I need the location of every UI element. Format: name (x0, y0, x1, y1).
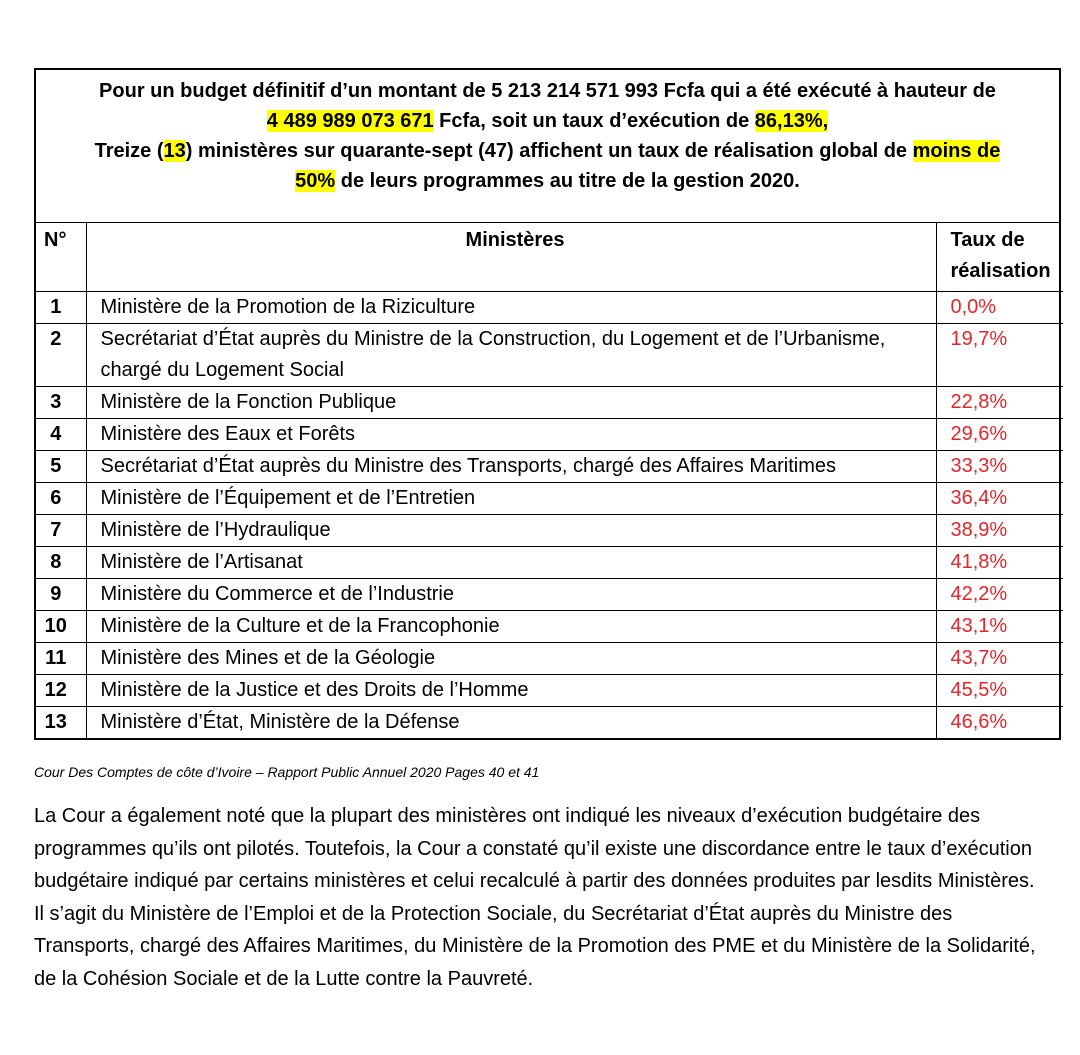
row-ministry: Ministère de l’Équipement et de l’Entretien (86, 483, 936, 515)
headline-line3-mid: ) ministères sur quarante-sept (47) affichent un taux de réalisation global de (185, 140, 913, 162)
row-ministry: Ministère des Mines et de la Géologie (86, 643, 936, 675)
headline-line3-start: Treize ( (94, 140, 164, 162)
source-caption: Cour Des Comptes de côte d’Ivoire – Rapport Public Annuel 2020 Pages 40 et 41 (34, 764, 540, 780)
row-number: 2 (36, 324, 86, 387)
row-rate: 29,6% (936, 419, 1063, 451)
row-number: 13 (36, 707, 86, 739)
row-number: 5 (36, 451, 86, 483)
row-rate: 33,3% (936, 451, 1063, 483)
budget-table-container (34, 68, 1061, 740)
row-ministry: Ministère de l’Hydraulique (86, 515, 936, 547)
table-row (36, 483, 1063, 515)
header-number: N° (36, 223, 86, 292)
headline-line1: Pour un budget définitif d’un montant de 5 213 214 571 993 Fcfa qui a été exécuté à hauteur de (99, 80, 996, 102)
table-row (36, 707, 1063, 739)
row-number: 7 (36, 515, 86, 547)
row-ministry: Ministère des Eaux et Forêts (86, 419, 936, 451)
row-ministry: Ministère de la Promotion de la Riziculture (86, 292, 936, 324)
table-row (36, 292, 1063, 324)
table-row (36, 515, 1063, 547)
header-rate: Taux de réalisation (936, 223, 1063, 292)
row-ministry: Ministère d’État, Ministère de la Défense (86, 707, 936, 739)
row-number: 10 (36, 611, 86, 643)
row-number: 9 (36, 579, 86, 611)
table-row (36, 675, 1063, 707)
row-rate: 45,5% (936, 675, 1063, 707)
body-paragraph: La Cour a également noté que la plupart des ministères ont indiqué les niveaux d’exécution budgétaire des programmes qu’ils ont pilotés. Toutefois, la Cour a constaté qu’il existe une discordance entre le taux d’exécution budgétaire indiqué par certains ministères et celui recalculé à partir des données produites par lesdits Ministères. Il s’agit du Ministère de l’Emploi et de la Protection Sociale, du Secrétariat d’État auprès du Ministre des Transports, chargé des Affaires Maritimes, du Ministère de la Promotion des PME et du Ministère de la Solidarité, de la Cohésion Sociale et de la Lutte contre la Pauvreté. (34, 805, 1036, 990)
row-ministry: Secrétariat d’État auprès du Ministre de la Construction, du Logement et de l’Urbanisme, chargé du Logement Social (86, 324, 936, 387)
row-number: 8 (36, 547, 86, 579)
ministry-count-highlight: 13 (163, 140, 186, 162)
row-ministry: Ministère du Commerce et de l’Industrie (86, 579, 936, 611)
row-rate: 43,7% (936, 643, 1063, 675)
row-ministry: Ministère de la Culture et de la Francophonie (86, 611, 936, 643)
table-row (36, 547, 1063, 579)
headline-line4: de leurs programmes au titre de la gestion 2020. (335, 170, 800, 192)
row-rate: 43,1% (936, 611, 1063, 643)
row-ministry: Ministère de la Justice et des Droits de l’Homme (86, 675, 936, 707)
row-ministry: Ministère de l’Artisanat (86, 547, 936, 579)
row-rate: 19,7% (936, 324, 1063, 387)
row-number: 3 (36, 387, 86, 419)
table-header-row (36, 223, 1063, 292)
row-rate: 0,0% (936, 292, 1063, 324)
row-number: 6 (36, 483, 86, 515)
table-row (36, 611, 1063, 643)
table-row (36, 419, 1063, 451)
execution-rate-highlight: 86,13%, (754, 110, 829, 132)
row-ministry: Secrétariat d’État auprès du Ministre des Transports, chargé des Affaires Maritimes (86, 451, 936, 483)
row-number: 12 (36, 675, 86, 707)
threshold-highlight-part2: 50% (295, 170, 336, 192)
executed-amount-highlight: 4 489 989 073 671 (266, 110, 434, 132)
row-rate: 22,8% (936, 387, 1063, 419)
table-row (36, 643, 1063, 675)
row-rate: 38,9% (936, 515, 1063, 547)
table-row (36, 451, 1063, 483)
ministries-table (36, 223, 1063, 738)
row-rate: 46,6% (936, 707, 1063, 739)
row-rate: 36,4% (936, 483, 1063, 515)
row-number: 11 (36, 643, 86, 675)
header-ministry: Ministères (86, 223, 936, 292)
threshold-highlight-part1: moins de (912, 140, 1001, 162)
table-row (36, 387, 1063, 419)
row-rate: 41,8% (936, 547, 1063, 579)
table-row (36, 324, 1063, 387)
table-row (36, 579, 1063, 611)
headline-line2: Fcfa, soit un taux d’exécution de (433, 110, 755, 132)
row-number: 1 (36, 292, 86, 324)
table-headline (36, 70, 1059, 223)
row-number: 4 (36, 419, 86, 451)
row-rate: 42,2% (936, 579, 1063, 611)
row-ministry: Ministère de la Fonction Publique (86, 387, 936, 419)
